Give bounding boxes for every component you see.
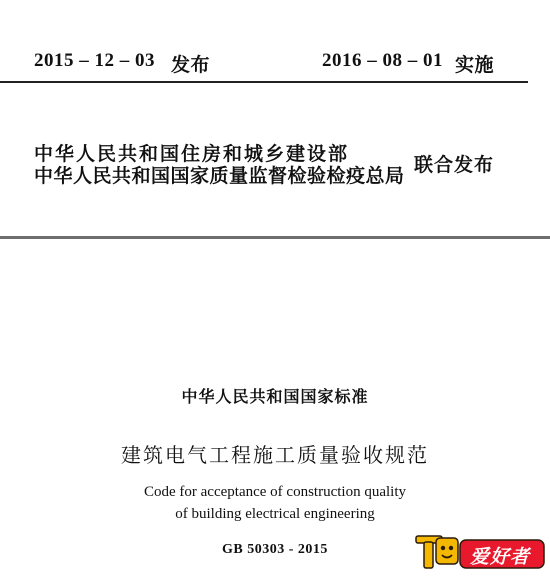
header-rule (0, 81, 528, 83)
issuing-authority-2: 中华人民共和国国家质量监督检验检疫总局 (34, 165, 405, 187)
issuing-authority-1: 中华人民共和国住房和城乡建设部 (34, 143, 350, 165)
effective-label: 实施 (455, 55, 495, 76)
standard-code: GB 50303 - 2015 (222, 542, 328, 557)
issue-label: 发布 (171, 55, 211, 76)
watermark-logo (414, 532, 548, 572)
issue-date: 2015 – 12 – 03 (34, 50, 155, 71)
page-divider (0, 236, 550, 239)
watermark-text: 爱好者 (470, 546, 531, 568)
joint-issue-label: 联合发布 (414, 154, 495, 176)
standard-title-cn: 建筑电气工程施工质量验收规范 (121, 443, 429, 467)
standard-title-en-line2: of building electrical engineering (175, 506, 375, 522)
standard-category: 中华人民共和国国家标准 (181, 387, 369, 406)
standard-title-en-line1: Code for acceptance of construction quality (144, 484, 406, 500)
effective-date: 2016 – 08 – 01 (322, 50, 443, 71)
